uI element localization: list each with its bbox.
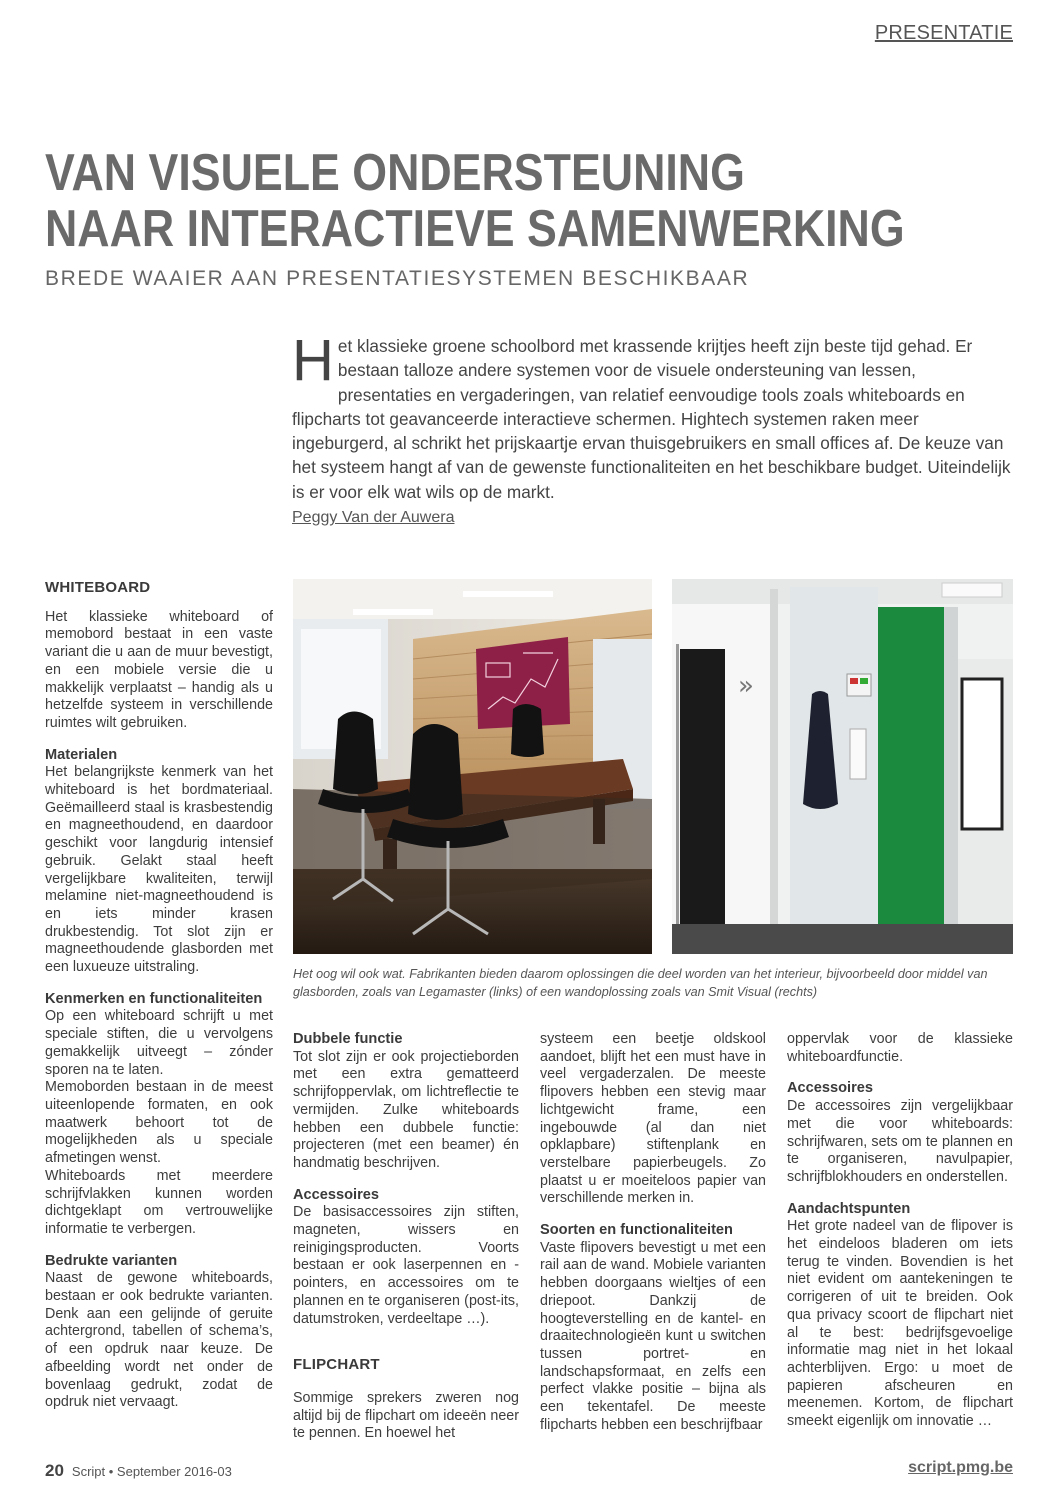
paragraph-kenmerken-3: Whiteboards met meerdere schrijfvlakken kunnen worden dichtgeklapt om vertrouwelijke informatie te verbergen. [45,1167,273,1237]
paragraph-oppervlak-continued: oppervlak voor de klassieke whiteboardfunctie. [787,1031,1013,1065]
paragraph-kenmerken-2: Memoborden bestaan in de meest uiteenlopende formaten, en ook maatwerk behoort tot de mogelijkheden als u speciale afmetingen wenst. [45,1079,273,1167]
issue-label: Script • September 2016-03 [71,1464,232,1479]
page-number: 20 [45,1461,64,1480]
subheading-soorten: Soorten en functionaliteiten [540,1222,733,1239]
subheading-materialen: Materialen [45,746,118,763]
subheading-aandachtspunten: Aandachtspunten [787,1200,911,1217]
article-subtitle: BREDE WAAIER AAN PRESENTATIESYSTEMEN BESCHIKBAAR [45,267,750,290]
svg-text:»: » [738,671,754,701]
title-line-1: VAN VISUELE ONDERSTEUNING [45,144,745,202]
subheading-accessoires-flipchart: Accessoires [787,1080,874,1097]
intro-dropcap: H [292,328,334,393]
author-byline: Peggy Van der Auwera [292,509,455,526]
heading-whiteboard: WHITEBOARD [45,579,151,596]
wall-solution-illustration [672,579,1013,954]
section-label: PRESENTATIE [874,22,1013,44]
subheading-dubbele-functie: Dubbele functie [293,1031,403,1047]
heading-flipchart: FLIPCHART [293,1356,380,1374]
meeting-room-illustration [293,579,652,954]
paragraph-flipchart: Sommige sprekers zweren nog altijd bij de flipchart om ideeën neer te pennen. En hoewel het [293,1389,519,1442]
paragraph-kenmerken-1: Op een whiteboard schrijft u met speciale stiften, die u vervolgens gemakkelijk uitveegt – zónder sporen na te laten. [45,1008,273,1078]
column-3 [540,1031,766,1434]
column-whiteboard [45,579,273,1412]
photo-caption: Het oog wil ook wat. Fabrikanten bieden daarom oplossingen die deel worden van het interieur, bijvoorbeeld door middel van glasborden, zoals van Legamaster (links) of een wandoplossing zoals van Smit Visual (rechts) [293,967,988,999]
paragraph-materialen: Het belangrijkste kenmerk van het whiteboard is het bordmateriaal. Geëmailleerd staal is krasbestendig en magneethoudend, en daardoor geschikt voor langdurig intensief gebruik. Gelakt staal heeft vergelijkbare kwaliteiten, terwijl melamine niet-magneethoudend is en iets minder krasen drukbestendig. Tot slot zijn er magneethoudende glasborden met een luxueuze uitstraling. [45,764,273,976]
photo-meeting-room [293,579,652,954]
photo-wall-solution [672,579,1013,954]
article-intro [292,328,1012,504]
paragraph-bedrukte: Naast de gewone whiteboards, bestaan er ook bedrukte varianten. Denk aan een gelijnde of geruite achtergrond, tabellen of schema’s, of een opdruk naar keuze. De afbeelding wordt net onder de bovenlaag gedrukt, zodat de opdruk niet vervaagt. [45,1270,273,1411]
paragraph-flipchart-continued: systeem een beetje oldskool aandoet, blijft het een must have in veel vergaderzalen. De meeste flipovers hebben een stevig maar lichtgewicht frame, een ingebouwde (al dan niet opklapbare) stiftenplank en verstelbare papierbeugels. Zo plaatst u er moeiteloos papier van verschillende merken in. [540,1031,766,1207]
title-line-2: NAAR INTERACTIEVE SAMENWERKING [45,200,905,258]
intro-text: et klassieke groene schoolbord met krassende krijtjes heeft zijn beste tijd gehad. Er bestaan talloze andere systemen voor de visuele ondersteuning van lessen, presentaties en vergaderingen, van relatief eenvoudige tools zoals whiteboards en flipcharts tot geavanceerde interactieve schermen. Hightech systemen raken meer ingeburgerd, al schrikt het prijskaartje ervan thuisgebruikers en small offices af. De keuze van het systeem hangt af van de gewenste functionaliteiten en het beschikbare budget. Uiteindelijk is er voor elk wat wils op de markt. [292,336,1011,502]
subheading-accessoires: Accessoires [293,1186,380,1203]
column-4 [787,1031,1013,1431]
paragraph-aandachtspunten: Het grote nadeel van de flipover is het eindeloos bladeren om iets terug te vinden. Bovendien is het niet evident om aantekeningen te corrigeren of uit te breiden. Ook qua privacy scoort de flipchart niet al te best: bedrijfsgevoelige informatie mag niet in het lokaal achterblijven. Ergo: u moet de papieren afscheuren en meenemen. Kortom, de flipchart smeekt eigenlijk om innovatie … [787,1218,1013,1430]
article-title [45,144,905,258]
paragraph-accessoires: De basisaccessoires zijn stiften, magneten, wissers en reinigingsproducten. Voorts bestaan er ook laserpennen en -pointers, en accessoires om te plannen en te organiseren (post-its, datumstroken, verdeeltape …). [293,1204,519,1327]
footer-issue [45,1461,232,1481]
subheading-bedrukte: Bedrukte varianten [45,1252,178,1269]
paragraph-accessoires-flipchart: De accessoires zijn vergelijkbaar met die voor whiteboards: schrijfwaren, sets om te plannen en te organiseren, navulpapier, schrijfblokhouders en onderstellen. [787,1098,1013,1185]
green-glassboard [878,607,944,952]
paragraph-whiteboard-intro: Het klassieke whiteboard of memobord bestaat in een vaste variant die u aan de muur bevestigt, en een mobiele versie die u makkelijk verplaatst – handig als u hetzelfde systeem in verschillende ruimtes wilt gebruiken. [45,608,273,731]
subheading-kenmerken: Kenmerken en functionaliteiten [45,990,263,1007]
doorway [680,649,725,924]
website-link[interactable]: script.pmg.be [908,1459,1013,1476]
paragraph-soorten: Vaste flipovers bevestigt u met een rail aan de wand. Mobiele varianten hebben doorgaans wieltjes of een driepoot. Dankzij de hoogteverstelling en de kantel- en draaitechnologieën kunt u switchen tussen portret- en landschapsformaat, en zelfs een perfect vlakke positie – bijna als een tekentafel. De meeste flipcharts hebben een beschrijfbaar [540,1239,766,1433]
paragraph-dubbele-functie: Tot slot zijn er ook projectieborden met een extra gematteerd schrijfoppervlak, om lichtreflectie te vermijden. Zulke whiteboards hebben een dubbele functie: projecteren (met een beamer) én handmatig beschrijven. [293,1048,519,1171]
column-2 [293,1031,519,1443]
